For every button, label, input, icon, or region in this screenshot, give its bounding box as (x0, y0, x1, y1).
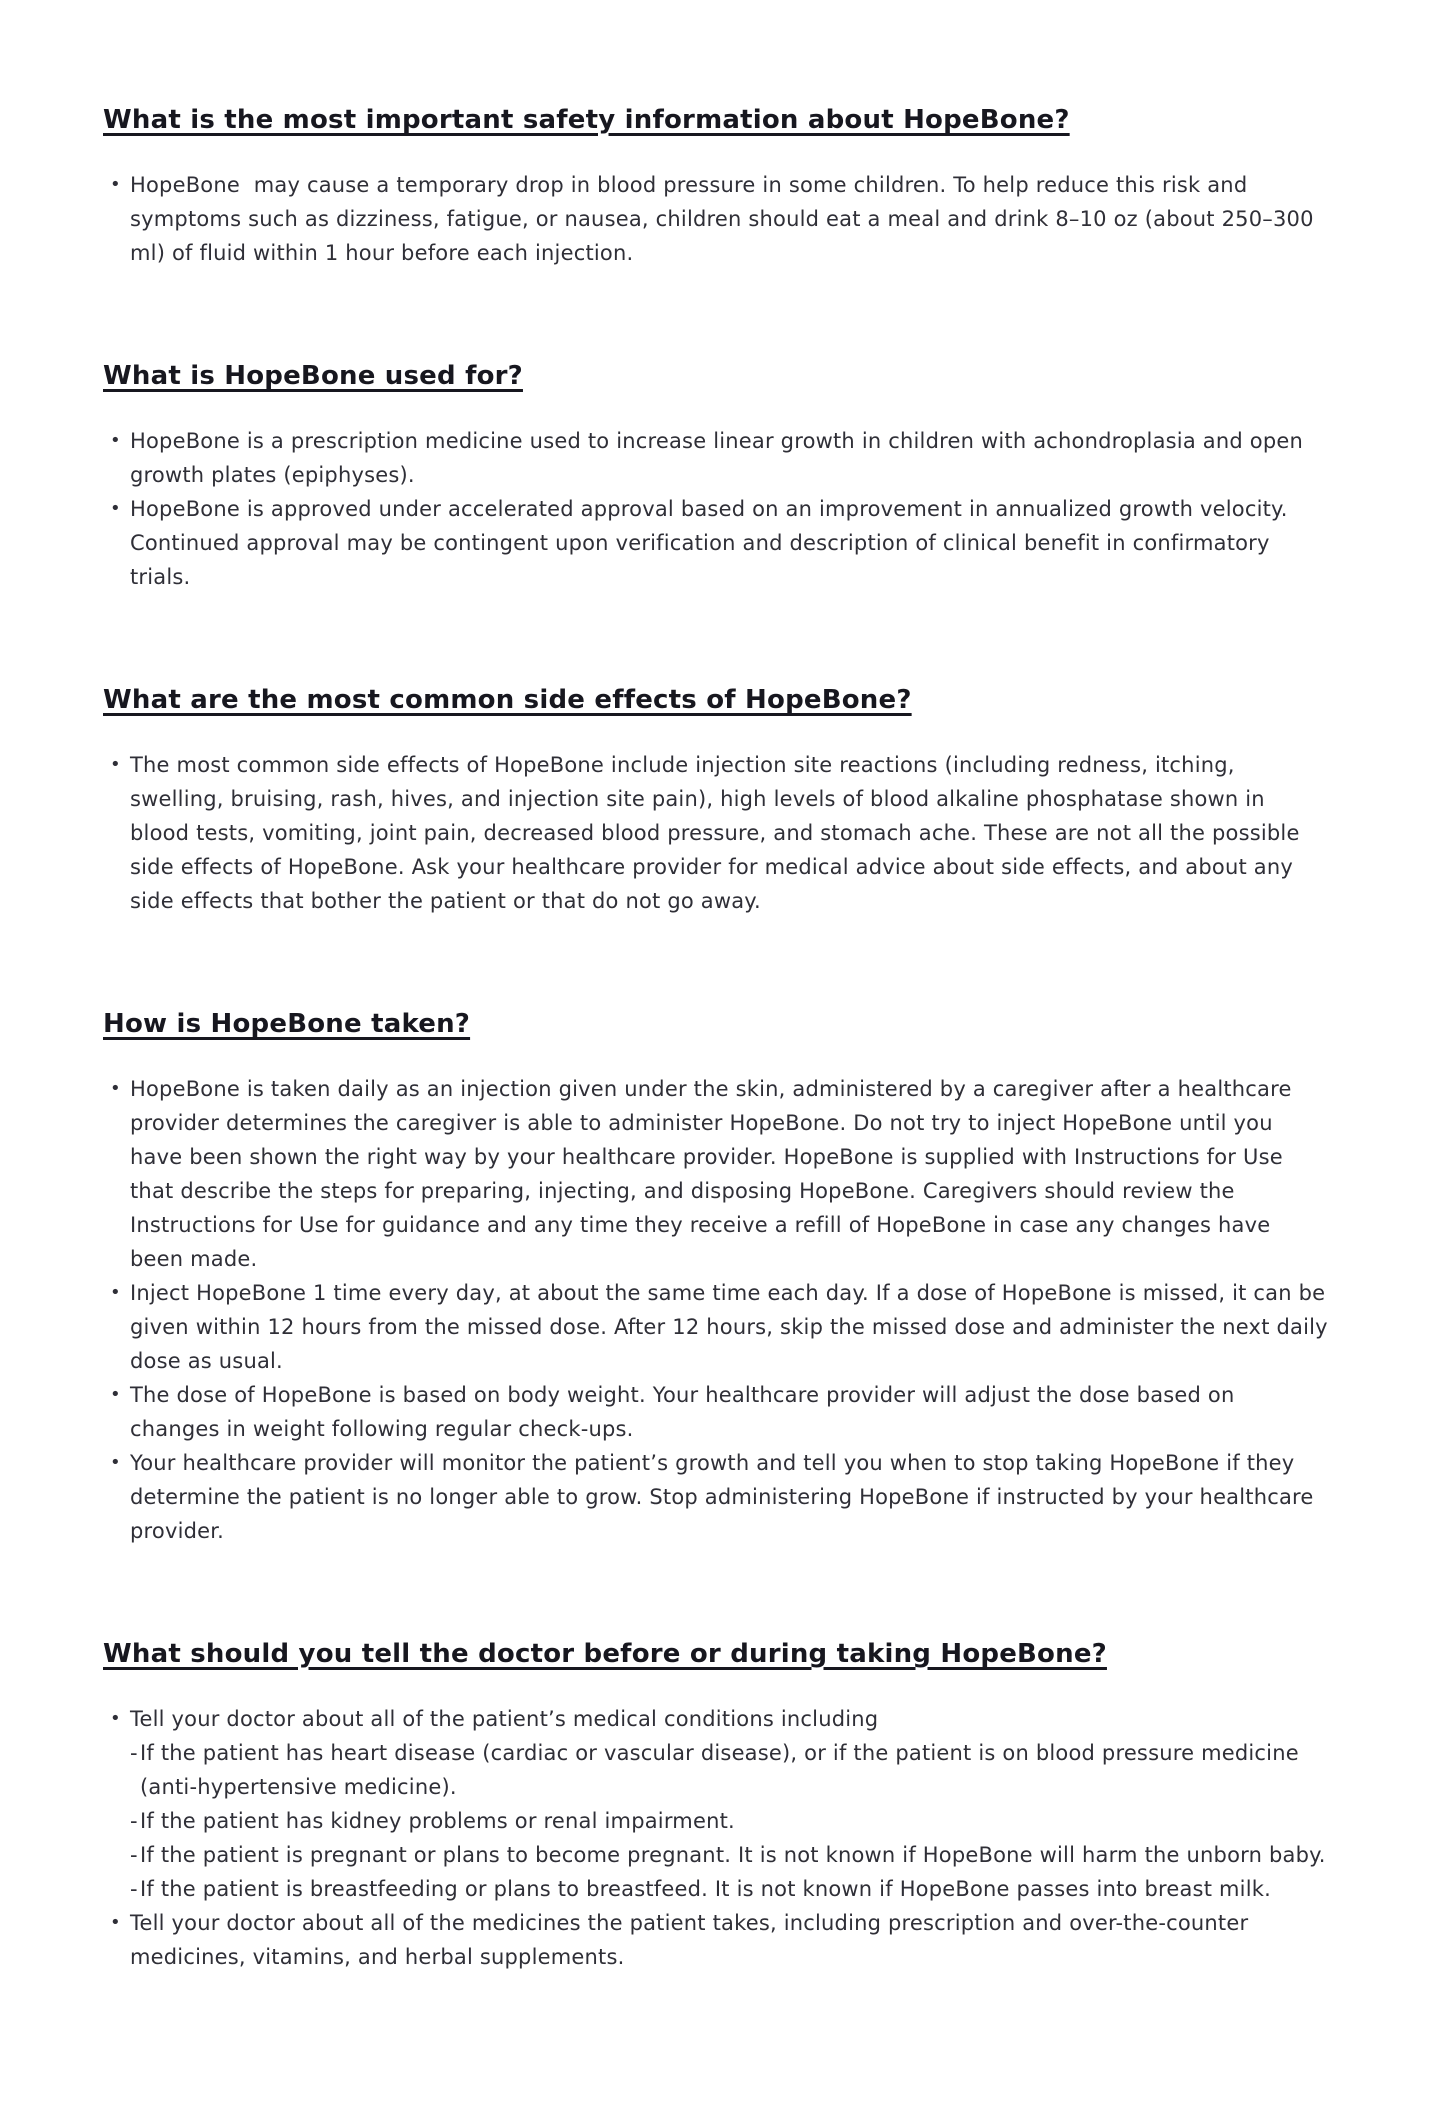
bullet-item (103, 424, 1328, 492)
bullet-text: HopeBone may cause a temporary drop in blood pressure in some children. To help reduce this risk and symptoms such as dizziness, fatigue, or nausea, children should eat a meal and drink 8–10 oz (about 250–300 ml) of fluid within 1 hour before each injection. (130, 173, 1321, 265)
bullet-item (103, 1276, 1335, 1378)
bullet-text: Inject HopeBone 1 time every day, at about the same time each day. If a dose of HopeBone is missed, it can be given within 12 hours from the missed dose. After 12 hours, skip the missed dose and administer the next daily dose as usual. (130, 1281, 1335, 1373)
bullet-item (103, 1446, 1328, 1548)
bullet-item (103, 1906, 1328, 1974)
bullet-list (103, 1702, 1328, 1974)
bullet-item (103, 492, 1328, 594)
sub-item-text: If the patient is pregnant or plans to become pregnant. It is not known if HopeBone will harm the unborn baby. (140, 1843, 1326, 1867)
bullet-list (103, 168, 1328, 270)
bullet-item (103, 1378, 1328, 1446)
section-how-taken (103, 1004, 1335, 1548)
sub-list (130, 1736, 1328, 1906)
bullet-list (103, 748, 1328, 918)
sub-item-text: If the patient has heart disease (cardiac or vascular disease), or if the patient is on blood pressure medicine (anti-hypertensive medicine). (140, 1741, 1306, 1799)
document-content (103, 100, 1335, 1974)
bullet-text: Your healthcare provider will monitor the patient’s growth and tell you when to stop taking HopeBone if they determine the patient is no longer able to grow. Stop administering HopeBone if instructed by your healthcare provider. (130, 1451, 1321, 1543)
bullet-text: The dose of HopeBone is based on body weight. Your healthcare provider will adjust the dose based on changes in weight following regular check-ups. (130, 1383, 1242, 1441)
section-heading: What should you tell the doctor before or during taking HopeBone? (103, 1639, 1107, 1669)
bullet-item (103, 1072, 1328, 1276)
bullet-item (103, 1702, 1328, 1906)
sub-item-text: If the patient is breastfeeding or plans to breastfeed. It is not known if HopeBone passes into breast milk. (140, 1877, 1271, 1901)
bullet-text: The most common side effects of HopeBone include injection site reactions (including redness, itching, swelling, bruising, rash, hives, and injection site pain), high levels of blood alkaline phosphatase shown in blood tests, vomiting, joint pain, decreased blood pressure, and stomach ache. These are not all the possible side effects of HopeBone. Ask your healthcare provider for medical advice about side effects, and about any side effects that bother the patient or that do not go away. (130, 753, 1307, 913)
bullet-item (103, 168, 1328, 270)
bullet-list (103, 1072, 1335, 1548)
section-used-for (103, 356, 1328, 594)
bullet-text: Tell your doctor about all of the medicines the patient takes, including prescription and over-the-counter medicines, vitamins, and herbal supplements. (130, 1911, 1256, 1969)
bullet-list (103, 424, 1328, 594)
bullet-item (103, 748, 1328, 918)
sub-item (130, 1736, 1328, 1804)
section-heading: What is HopeBone used for? (103, 361, 523, 391)
section-heading: What are the most common side effects of HopeBone? (103, 685, 912, 715)
bullet-text: HopeBone is a prescription medicine used to increase linear growth in children with achondroplasia and open growth plates (epiphyses). (130, 429, 1310, 487)
sub-item (130, 1804, 1328, 1838)
section-heading: How is HopeBone taken? (103, 1009, 471, 1039)
sub-item (130, 1872, 1328, 1906)
sub-item (130, 1838, 1328, 1872)
section-side-effects (103, 680, 1328, 918)
section-safety-information (103, 100, 1328, 270)
section-heading: What is the most important safety information about HopeBone? (103, 105, 1070, 135)
section-tell-doctor (103, 1634, 1328, 1974)
bullet-text: HopeBone is approved under accelerated approval based on an improvement in annualized growth velocity. Continued approval may be contingent upon verification and description of clinical benefit in confirmatory trials. (130, 497, 1295, 589)
bullet-text: Tell your doctor about all of the patient’s medical conditions including (130, 1707, 879, 1731)
sub-item-text: If the patient has kidney problems or renal impairment. (140, 1809, 735, 1833)
bullet-text: HopeBone is taken daily as an injection given under the skin, administered by a caregiver after a healthcare provider determines the caregiver is able to administer HopeBone. Do not try to inject HopeBone until you have been shown the right way by your healthcare provider. HopeBone is supplied with Instructions for Use that describe the steps for preparing, injecting, and disposing HopeBone. Caregivers should review the Instructions for Use for guidance and any time they receive a refill of HopeBone in case any changes have been made. (130, 1077, 1299, 1271)
